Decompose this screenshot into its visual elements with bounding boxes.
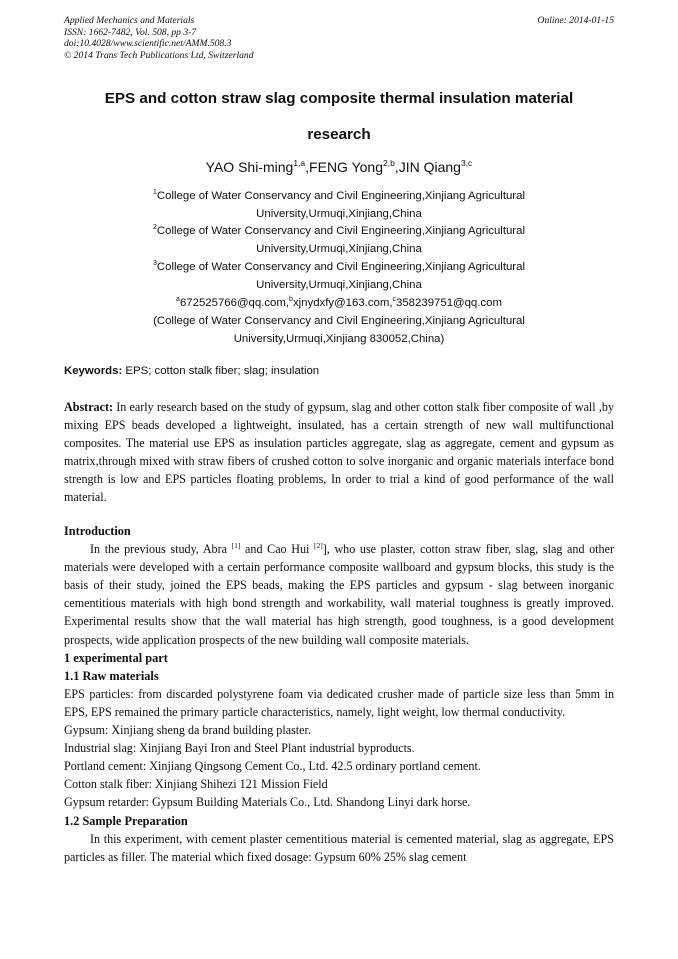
citation-ref[interactable]: [2] <box>314 541 323 551</box>
affiliation-text: College of Water Conservancy and Civil Engineering,Xinjiang Agricultural <box>156 225 525 237</box>
email-line <box>64 294 614 312</box>
email-link[interactable]: 358239751@qq.com <box>396 297 502 309</box>
author-sup: 2,b <box>383 158 395 168</box>
journal-name: Applied Mechanics and Materials <box>64 15 195 26</box>
sample-preparation-paragraph: In this experiment, with cement plaster cementitious material is cemented material, slag as aggregate, EPS particles as filler. The material which fixed dosage: Gypsum 60% 25% slag cement <box>64 831 614 864</box>
section-heading: 1 experimental part <box>64 650 168 665</box>
email-sup: b <box>289 296 293 303</box>
author-list <box>64 159 614 175</box>
affiliation-sup: 2 <box>153 224 157 231</box>
keywords-text: EPS; cotton stalk fiber; slag; insulation <box>122 365 320 377</box>
online-date: Online: 2014-01-15 <box>537 15 614 26</box>
intro-text: In the previous study, Abra <box>90 542 232 557</box>
email-link[interactable]: xjnydxfy@163.com, <box>292 297 393 309</box>
author-name: YAO Shi-ming <box>205 159 294 175</box>
introduction-heading: Introduction <box>64 524 131 538</box>
subsection-heading: 1.2 Sample Preparation <box>64 813 188 828</box>
common-affiliation-line1: (College of Water Conservancy and Civil Engineering,Xinjiang Agricultural <box>153 315 525 327</box>
material-retarder: Gypsum retarder: Gypsum Building Materials Co., Ltd. Shandong Linyi dark horse. <box>64 795 471 810</box>
paper-title-line1: EPS and cotton straw slag composite thermal insulation material <box>104 90 574 107</box>
email-sup: c <box>392 296 397 303</box>
paper-title-line2: research <box>307 126 371 143</box>
author-name: ,FENG Yong <box>305 159 383 175</box>
journal-meta <box>64 15 394 61</box>
email-link[interactable]: 672525766@qq.com, <box>179 297 290 309</box>
common-affiliation-line2: University,Urmuqi,Xinjiang 830052,China) <box>233 333 445 345</box>
affiliation-sup: 1 <box>153 189 157 196</box>
introduction-section <box>64 522 614 866</box>
author-name: ,JIN Qiang <box>394 159 461 175</box>
subsection-heading: 1.1 Raw materials <box>64 668 159 683</box>
copyright-line: © 2014 Trans Tech Publications Ltd, Switzerland <box>64 49 254 61</box>
issn-line: ISSN: 1662-7482, Vol. 508, pp 3-7 <box>64 26 197 38</box>
author-sup: 3,c <box>460 158 473 168</box>
material-gypsum: Gypsum: Xinjiang sheng da brand building plaster. <box>64 723 311 738</box>
material-fiber: Cotton stalk fiber: Xinjiang Shihezi 121 Mission Field <box>64 777 328 792</box>
keywords-label: Keywords: <box>64 365 123 377</box>
material-cement: Portland cement: Xinjiang Qingsong Cement Co., Ltd. 42.5 ordinary portland cement. <box>64 759 481 774</box>
affiliation-1-line1 <box>64 187 614 205</box>
affiliation-1-line2: University,Urmuqi,Xinjiang,China <box>256 208 422 220</box>
doi-line[interactable]: doi:10.4028/www.scientific.net/AMM.508.3 <box>64 38 232 50</box>
intro-text: and Cao Hui <box>240 542 315 557</box>
abstract-text: In early research based on the study of gypsum, slag and other cotton stalk fiber composite of wall ,by mixing EPS beads developed a lightweight, insulated, has a certain strength of new wall multifunctional composites. The material use EPS as insulation particles aggregate, slag as aggregate, cement and gypsum as matrix,through mixed with straw fibers of crushed cotton to solve inorganic and organic materials interface bond strength is low and EPS particles floating problems, In order to trial a kind of good performance of the wall material. <box>64 400 614 505</box>
affiliation-sup: 3 <box>153 260 157 267</box>
material-slag: Industrial slag: Xinjiang Bayi Iron and Steel Plant industrial byproducts. <box>64 741 415 756</box>
abstract <box>64 398 614 507</box>
affiliation-text: College of Water Conservancy and Civil Engineering,Xinjiang Agricultural <box>156 190 525 202</box>
author-sup: 1,a <box>293 158 306 168</box>
keywords <box>64 365 614 377</box>
email-sup: a <box>176 296 180 303</box>
affiliation-text: College of Water Conservancy and Civil Engineering,Xinjiang Agricultural <box>156 261 525 273</box>
material-eps: EPS particles: from discarded polystyrene foam via dedicated crusher made of particle size less than 5mm in EPS, EPS remained the primary particle characteristics, namely, light weight, low thermal conductivity. <box>64 686 614 719</box>
intro-text: ], who use plaster, cotton straw fiber, slag, slag and other materials were developed with a certain performance composite wallboard and gypsum blocks, this study is the basis of their study, joined the EPS beads, making the EPS particles and gypsum - slag between inorganic cementitious materials with high bond strength and workability, wall material toughness is greatly improved. Experimental results show that the wall material has high strength, good toughness, is a good development prospects, wide application prospects of the new building wall composite materials. <box>64 542 614 647</box>
affiliation-3-line2: University,Urmuqi,Xinjiang,China <box>256 279 422 291</box>
affiliation-2-line1 <box>64 222 614 240</box>
affiliation-2-line2: University,Urmuqi,Xinjiang,China <box>256 243 422 255</box>
abstract-label: Abstract: <box>64 400 114 414</box>
citation-ref[interactable]: [1] <box>231 541 241 551</box>
affiliation-3-line1 <box>64 258 614 276</box>
introduction-paragraph <box>64 540 614 649</box>
